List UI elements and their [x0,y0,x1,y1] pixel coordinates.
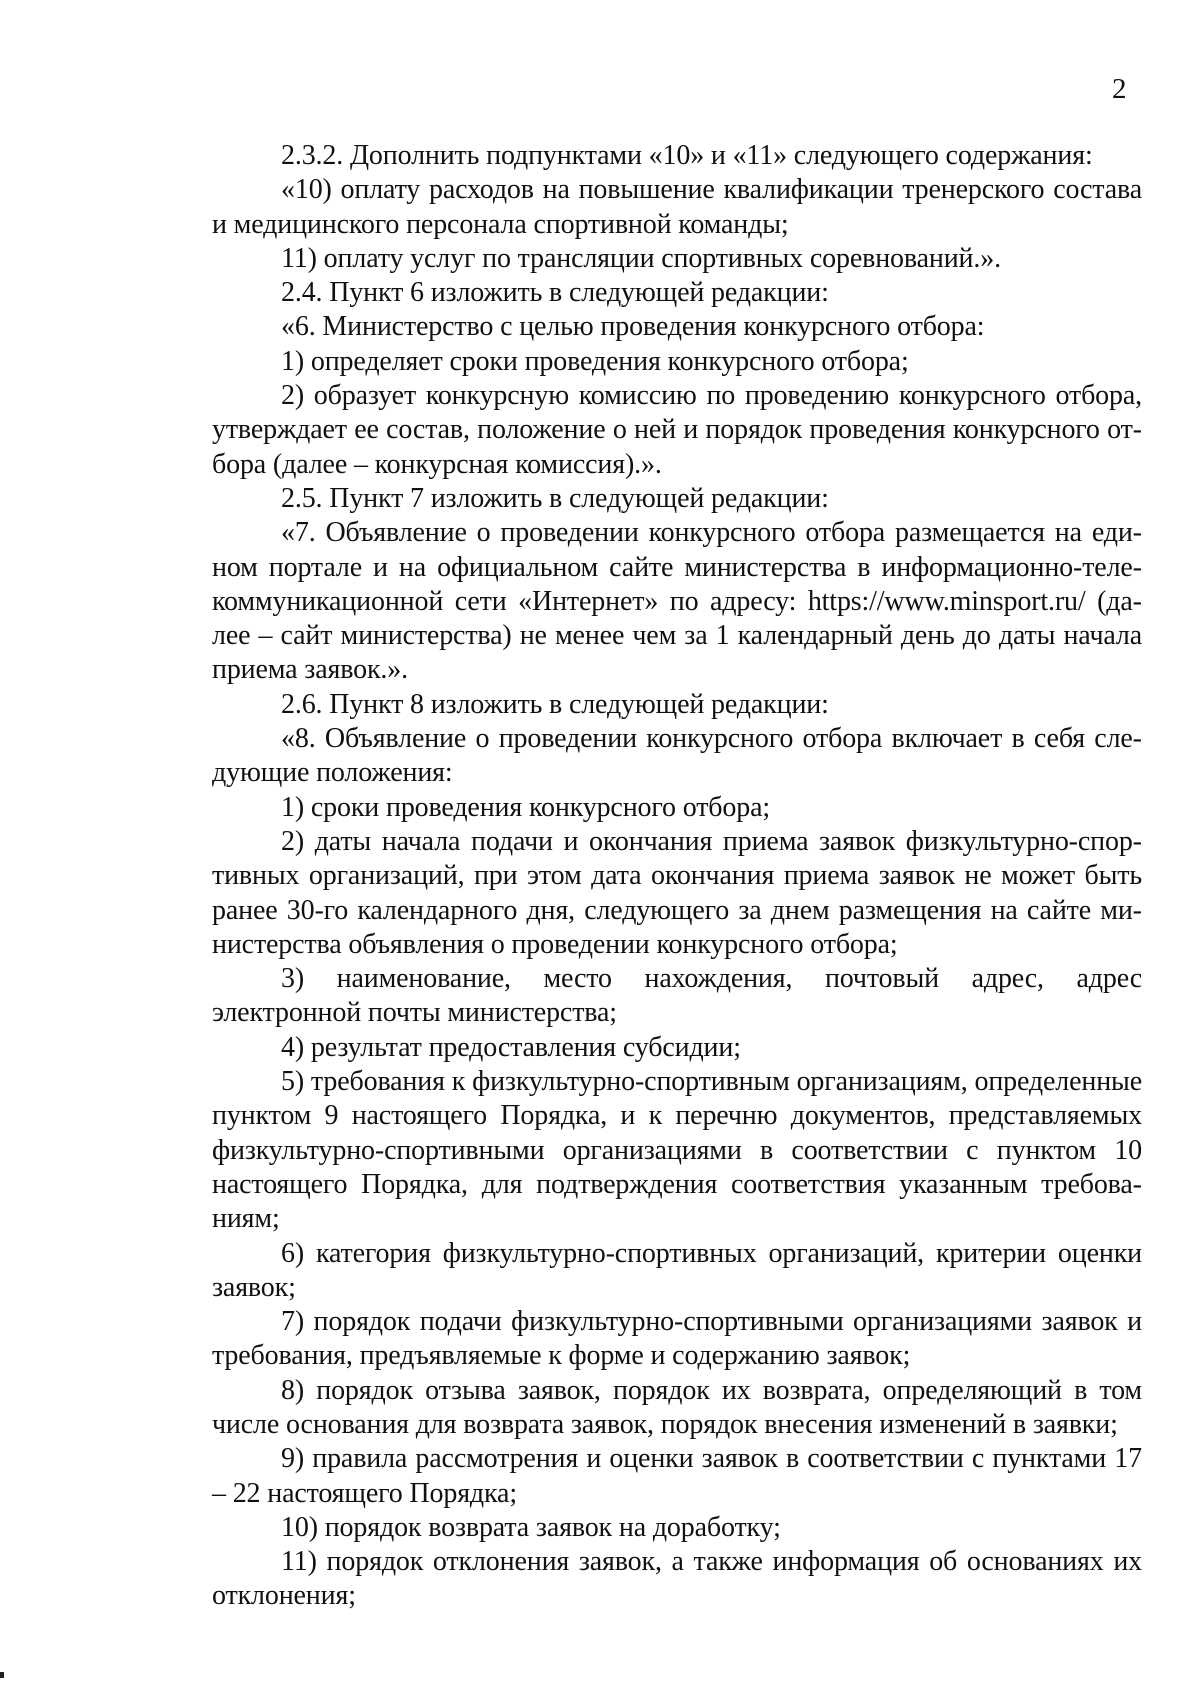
paragraph-2-5: 2.5. Пункт 7 изложить в следующей редакции: [281,482,829,514]
paragraph-2-4: 2.4. Пункт 6 изложить в следующей редакции: [281,277,829,309]
paragraph-point-8-sub-8: 8) порядок отзыва заявок, порядок их возврата, определяющий в том числе основания для возврата заявок, порядок внесения изменений в заявки; [212,1374,1142,1440]
paragraph-point-8-sub-2: 2) даты начала подачи и окончания приема заявок физкультурно-спортивных организаций, при этом дата окончания приема заявок не может быть ранее 30-го календарного дня, следующего за днем размещения на сайте министерства объявления о проведении конкурсного отбора; [212,825,1142,960]
paragraph-point-8-sub-1: 1) сроки проведения конкурсного отбора; [281,791,771,823]
paragraph-point-7: «7. Объявление о проведении конкурсного отбора размещается на едином портале и на официальном сайте министерства в информационно-телекоммуникационной сети «Интернет» по адресу: https://www.minsport.ru/ (далее – сайт министерства) не менее чем за 1 календарный день до даты начала приема заявок.». [212,517,1142,686]
paragraph-point-6-sub-1: 1) определяет сроки проведения конкурсного отбора; [281,345,909,377]
scan-edge-mark [0,1672,4,1678]
paragraph-item-11: 11) оплату услуг по трансляции спортивных соревнований.». [281,242,1001,274]
paragraph-point-8-sub-5: 5) требования к физкультурно-спортивным организациям, определенные пунктом 9 настоящего Порядка, и к перечню документов, представляемых физкультурно-спортивными организациями в соответствии с пунктом 10 настоящего Порядка, для подтверждения соответствия указанным требованиям; [212,1066,1142,1235]
paragraph-point-8: «8. Объявление о проведении конкурсного отбора включает в себя следующие положения: [212,723,1142,789]
paragraph-2-6: 2.6. Пункт 8 изложить в следующей редакции: [281,688,829,720]
document-body [212,139,1142,1614]
paragraph-item-10: «10) оплату расходов на повышение квалификации тренерского состава и медицинского персонала спортивной команды; [212,174,1142,240]
paragraph-point-8-sub-10: 10) порядок возврата заявок на доработку; [281,1511,781,1543]
paragraph-point-8-sub-11: 11) порядок отклонения заявок, а также информация об основаниях их отклонения; [212,1546,1142,1612]
paragraph-2-3-2: 2.3.2. Дополнить подпунктами «10» и «11» следующего содержания: [281,140,1093,171]
paragraph-point-6-sub-2: 2) образует конкурсную комиссию по проведению конкурсного отбора, утверждает ее состав, положение о ней и порядок проведения конкурсного отбора (далее – конкурсная комиссия).». [212,380,1142,480]
paragraph-point-8-sub-6: 6) категория физкультурно-спортивных организаций, критерии оценки заявок; [212,1237,1142,1303]
paragraph-point-8-sub-9: 9) правила рассмотрения и оценки заявок в соответствии с пунктами 17 – 22 настоящего Порядка; [212,1443,1142,1509]
page-number: 2 [1112,73,1127,105]
paragraph-point-8-sub-3: 3) наименование, место нахождения, почтовый адрес, адрес электронной почты министерства; [212,963,1142,1029]
paragraph-point-8-sub-4: 4) результат предоставления субсидии; [281,1031,741,1063]
paragraph-point-8-sub-7: 7) порядок подачи физкультурно-спортивными организациями заявок и требования, предъявляемые к форме и содержанию заявок; [212,1306,1142,1372]
paragraph-point-6: «6. Министерство с целью проведения конкурсного отбора: [281,311,985,343]
